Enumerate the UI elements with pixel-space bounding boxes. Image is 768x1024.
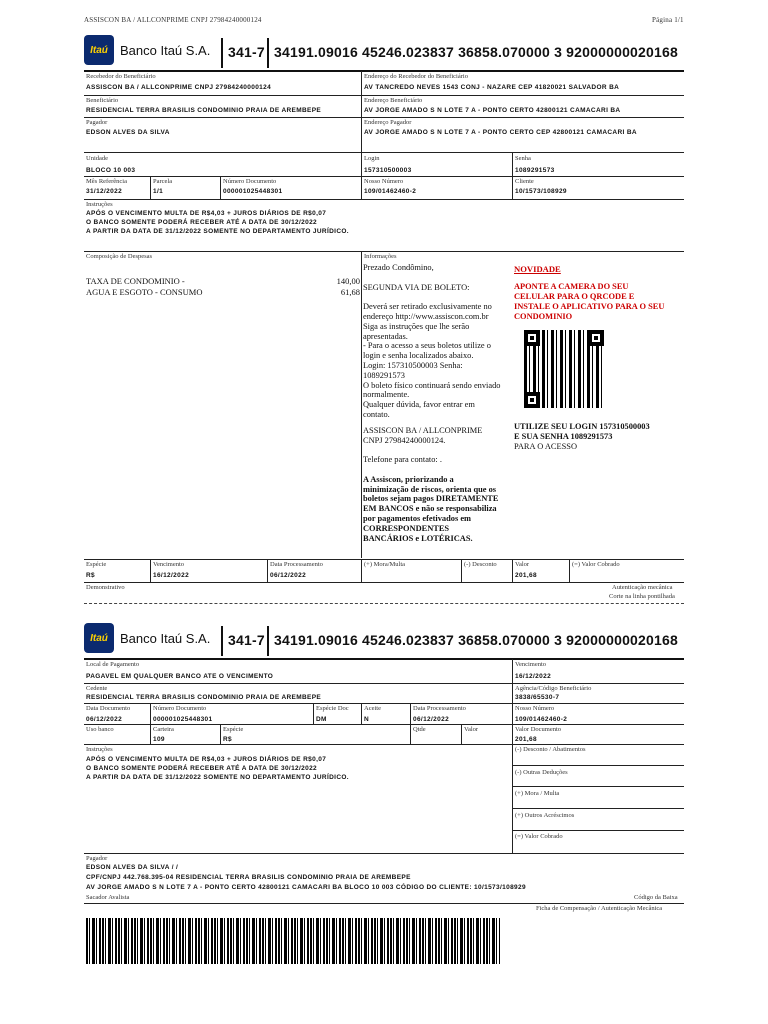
instrucoes-label: Instruções [86,201,113,208]
desconto-label: (-) Desconto [464,561,497,568]
digitable-line: 34191.09016 45246.023837 36858.070000 3 92000000020168 [274,44,678,60]
cliente-label: Cliente [515,178,534,185]
info-line: SEGUNDA VIA DE BOLETO: [363,282,470,292]
barcode-icon [86,918,500,964]
info-line: Siga as instruções que lhe serão [363,321,470,331]
ficha-nosso-label: Nosso Número [515,705,555,712]
itau-logo [84,35,114,65]
itau-logo [84,623,114,653]
cut-line [84,603,684,604]
bank-code: 341-7 [228,632,265,648]
beneficiario-value: RESIDENCIAL TERRA BRASILIS CONDOMINIO PRAIA DE AREMBEPE [86,107,322,114]
info-bold-line: EM BANCOS e não se responsabiliza [363,504,497,514]
digitable-line: 34191.09016 45246.023837 36858.070000 3 92000000020168 [274,632,678,648]
info-line: normalmente. [363,390,410,400]
ficha-compensacao-label: Ficha de Compensação / Autenticação Mecânica [536,905,663,912]
nosso-numero-label: Nosso Número [364,178,404,185]
valor-label: Valor [515,561,530,568]
instrucao-line: O BANCO SOMENTE PODERÁ RECEBER ATÉ A DATA DE 30/12/2022 [86,219,318,226]
end-pagador-value: AV JORGE AMADO S N LOTE 7 A - PONTO CERTO CEP 42800121 CAMACARI BA [364,129,637,136]
beneficiario-label: Beneficiário [86,97,119,104]
info-line: 1089291573 [363,370,405,380]
info-bold-line: BANCÁRIOS e LOTÉRICAS. [363,533,473,543]
valor-cobrado-label: (=) Valor Cobrado [572,561,620,568]
senha-value: 1089291573 [515,167,555,174]
outras-deducoes-label: (-) Outras Deduções [515,769,568,776]
codigo-baixa-label: Código da Baixa [634,894,678,901]
senha-label: Senha [515,155,531,162]
novidade-line: APONTE A CAMERA DO SEU [514,282,629,291]
qtde-label: Qtde [413,726,426,733]
unidade-value: BLOCO 10 003 [86,167,136,174]
qr-code-icon [524,330,604,408]
informacoes-label: Informações [364,253,397,260]
end-recebedor-label: Endereço do Recebedor do Beneficiário [364,73,468,80]
numdoc-value: 000001025448301 [223,188,283,195]
valor-doc-value: 201,68 [515,736,537,743]
unidade-label: Unidade [86,155,109,162]
parcela-value: 1/1 [153,188,164,195]
especie-label: Espécie [86,561,107,568]
info-line: ASSISCON BA / ALLCONPRIME [363,425,483,435]
sacador-label: Sacador Avalista [86,894,130,901]
carteira-value: 109 [153,736,165,743]
instrucao-line: APÓS O VENCIMENTO MULTA DE R$4,03 + JUROS DIÁRIOS DE R$0,07 [86,210,327,217]
parcela-label: Parcela [153,178,173,185]
ficha-pagador-label: Pagador [86,855,108,862]
bank-name: Banco Itaú S.A. [120,42,211,58]
agencia-value: 3838/65530-7 [515,694,560,701]
carteira-label: Carteira [153,726,174,733]
info-line: Telefone para contato: . [363,455,442,465]
ficha-vencimento-value: 16/12/2022 [515,673,552,680]
uso-banco-label: Uso banco [86,726,114,733]
page-number: Página 1/1 [652,16,684,24]
login-value: 157310500003 [364,167,412,174]
ficha-valor-label: Valor [464,726,479,733]
utilize-line: E SUA SENHA 1089291573 [514,432,613,441]
ficha-especie-label: Espécie [223,726,244,733]
ficha-vencimento-label: Vencimento [515,661,547,668]
ficha-pagador-line: AV JORGE AMADO S N LOTE 7 A - PONTO CERTO 42800121 CAMACARI BA BLOCO 10 003 CÓDIGO DO CLIENTE: 10/1573/108929 [86,884,526,891]
pagador-label: Pagador [86,119,108,126]
end-benef-value: AV JORGE AMADO S N LOTE 7 A - PONTO CERTO 42800121 CAMACARI BA [364,107,621,114]
info-line: O boleto físico continuará sendo enviado [363,380,501,390]
mes-ref-value: 31/12/2022 [86,188,123,195]
aceite-label: Aceite [364,705,381,712]
ficha-numdoc-value: 000001025448301 [153,716,213,723]
vencimento-value: 16/12/2022 [153,572,190,579]
mora-label: (+) Mora/Multa [364,561,406,568]
info-line: CNPJ 27984240000124. [363,435,446,445]
bank-code: 341-7 [228,44,265,60]
cedente-value: RESIDENCIAL TERRA BRASILIS CONDOMINIO PRAIA DE AREMBEPE [86,694,322,701]
bank-header [84,35,210,65]
end-recebedor-value: AV TANCREDO NEVES 1543 CONJ - NAZARE CEP 41820021 SALVADOR BA [364,84,620,91]
cedente-label: Cedente [86,685,108,692]
itau-logo-text: Itaú [90,632,108,644]
info-line: Login: 157310500003 Senha: [363,360,463,370]
aceite-value: N [364,716,370,723]
data-doc-value: 06/12/2022 [86,716,123,723]
corte-label: Corte na linha pontilhada [609,593,675,600]
valor-value: 201,68 [515,572,537,579]
mes-ref-label: Mês Referência [86,178,127,185]
especie-doc-value: DM [316,716,327,723]
pagador-value: EDSON ALVES DA SILVA [86,129,170,136]
data-proc-value: 06/12/2022 [270,572,307,579]
info-bold-line: por pagamentos efetivados em [363,513,472,523]
ficha-mora-label: (+) Mora / Multa [515,790,560,797]
agencia-label: Agência/Código Beneficiário [515,685,592,692]
ficha-instrucao-line: A PARTIR DA DATA DE 31/12/2022 SOMENTE NO DEPARTAMENTO JURÍDICO. [86,774,349,781]
info-line: apresentadas. [363,331,408,341]
info-line: contato. [363,409,390,419]
ficha-instrucoes-label: Instruções [86,746,113,753]
info-line: endereço http://www.assiscon.com.br [363,311,489,321]
recebedor-value: ASSISCON BA / ALLCONPRIME CNPJ 27984240000124 [86,84,272,91]
novidade-title: NOVIDADE [514,264,561,274]
utilize-line: UTILIZE SEU LOGIN 157310500003 [514,422,650,431]
ficha-pagador-line: EDSON ALVES DA SILVA / / [86,864,179,871]
itau-logo-text: Itaú [90,44,108,56]
especie-doc-label: Espécie Doc [316,705,349,712]
especie-value: R$ [86,572,96,579]
ficha-instrucao-line: APÓS O VENCIMENTO MULTA DE R$4,03 + JUROS DIÁRIOS DE R$0,07 [86,756,327,763]
ficha-dataproc-value: 06/12/2022 [413,716,450,723]
numdoc-label: Número Documento [223,178,277,185]
despesa-valor: 140,00 [336,276,360,286]
novidade-text [514,282,682,322]
ficha-pagador-line: CPF/CNPJ 442.768.395-04 RESIDENCIAL TERRA BRASILIS CONDOMINIO PRAIA DE AREMBEPE [86,874,411,881]
info-line: Prezado Condômino, [363,263,434,272]
bank-header-ficha [84,623,210,653]
info-bold-line: CORRESPONDENTES [363,523,450,533]
autenticacao-label: Autenticação mecânica [612,584,673,591]
info-line: Deverá ser retirado exclusivamente no [363,302,492,312]
utilize-line: PARA O ACESSO [514,442,577,451]
nosso-numero-value: 109/01462460-2 [364,188,417,195]
utilize-text [514,422,650,452]
despesa-desc: TAXA DE CONDOMINIO - [86,276,185,286]
end-benef-label: Endereço Beneficiário [364,97,423,104]
despesa-valor: 61,68 [340,287,360,297]
ficha-especie-value: R$ [223,736,233,743]
info-line: login e senha localizados abaixo. [363,351,474,361]
novidade-line: CONDOMINIO [514,312,573,321]
cliente-value: 10/1573/108929 [515,188,567,195]
instrucao-line: A PARTIR DA DATA DE 31/12/2022 SOMENTE NO DEPARTAMENTO JURÍDICO. [86,228,349,235]
info-bold-line: minimização de riscos, orienta que os [363,484,497,494]
info-bold-line: A Assiscon, priorizando a [363,474,454,484]
recebedor-label: Recebedor do Beneficiário [86,73,156,80]
info-line: - Para o acesso a seus boletos utilize o [363,341,491,351]
ficha-dataproc-label: Data Processamento [413,705,466,712]
novidade-line: CELULAR PARA O QRCODE E [514,292,635,301]
info-line: Qualquer dúvida, favor entrar em [363,400,475,410]
composicao-label: Composição de Despesas [86,253,153,260]
ficha-nosso-value: 109/01462460-2 [515,716,568,723]
vencimento-label: Vencimento [153,561,185,568]
ficha-numdoc-label: Número Documento [153,705,207,712]
data-proc-label: Data Processamento [270,561,323,568]
valor-doc-label: Valor Documento [515,726,562,733]
info-text [363,263,511,543]
novidade-line: INSTALE O APLICATIVO PARA O SEU [514,302,665,311]
local-pagamento-label: Local de Pagamento [86,661,140,668]
end-pagador-label: Endereço Pagador [364,119,412,126]
despesa-desc: AGUA E ESGOTO - CONSUMO [86,287,203,297]
ficha-valor-cobrado-label: (=) Valor Cobrado [515,833,563,840]
info-bold-line: boletos sejam pagos DIRETAMENTE [363,494,499,504]
desconto-abatimentos-label: (-) Desconto / Abatimentos [515,746,586,753]
issuer-header: ASSISCON BA / ALLCONPRIME CNPJ 27984240000124 [84,16,262,24]
bank-name: Banco Itaú S.A. [120,630,211,646]
data-doc-label: Data Documento [86,705,131,712]
ficha-instrucao-line: O BANCO SOMENTE PODERÁ RECEBER ATÉ A DATA DE 30/12/2022 [86,765,318,772]
outros-acrescimos-label: (+) Outros Acréscimos [515,812,575,819]
local-pagamento-value: PAGAVEL EM QUALQUER BANCO ATE O VENCIMENTO [86,673,274,680]
login-label: Login [364,155,380,162]
demonstrativo-label: Demonstrativo [86,584,125,591]
